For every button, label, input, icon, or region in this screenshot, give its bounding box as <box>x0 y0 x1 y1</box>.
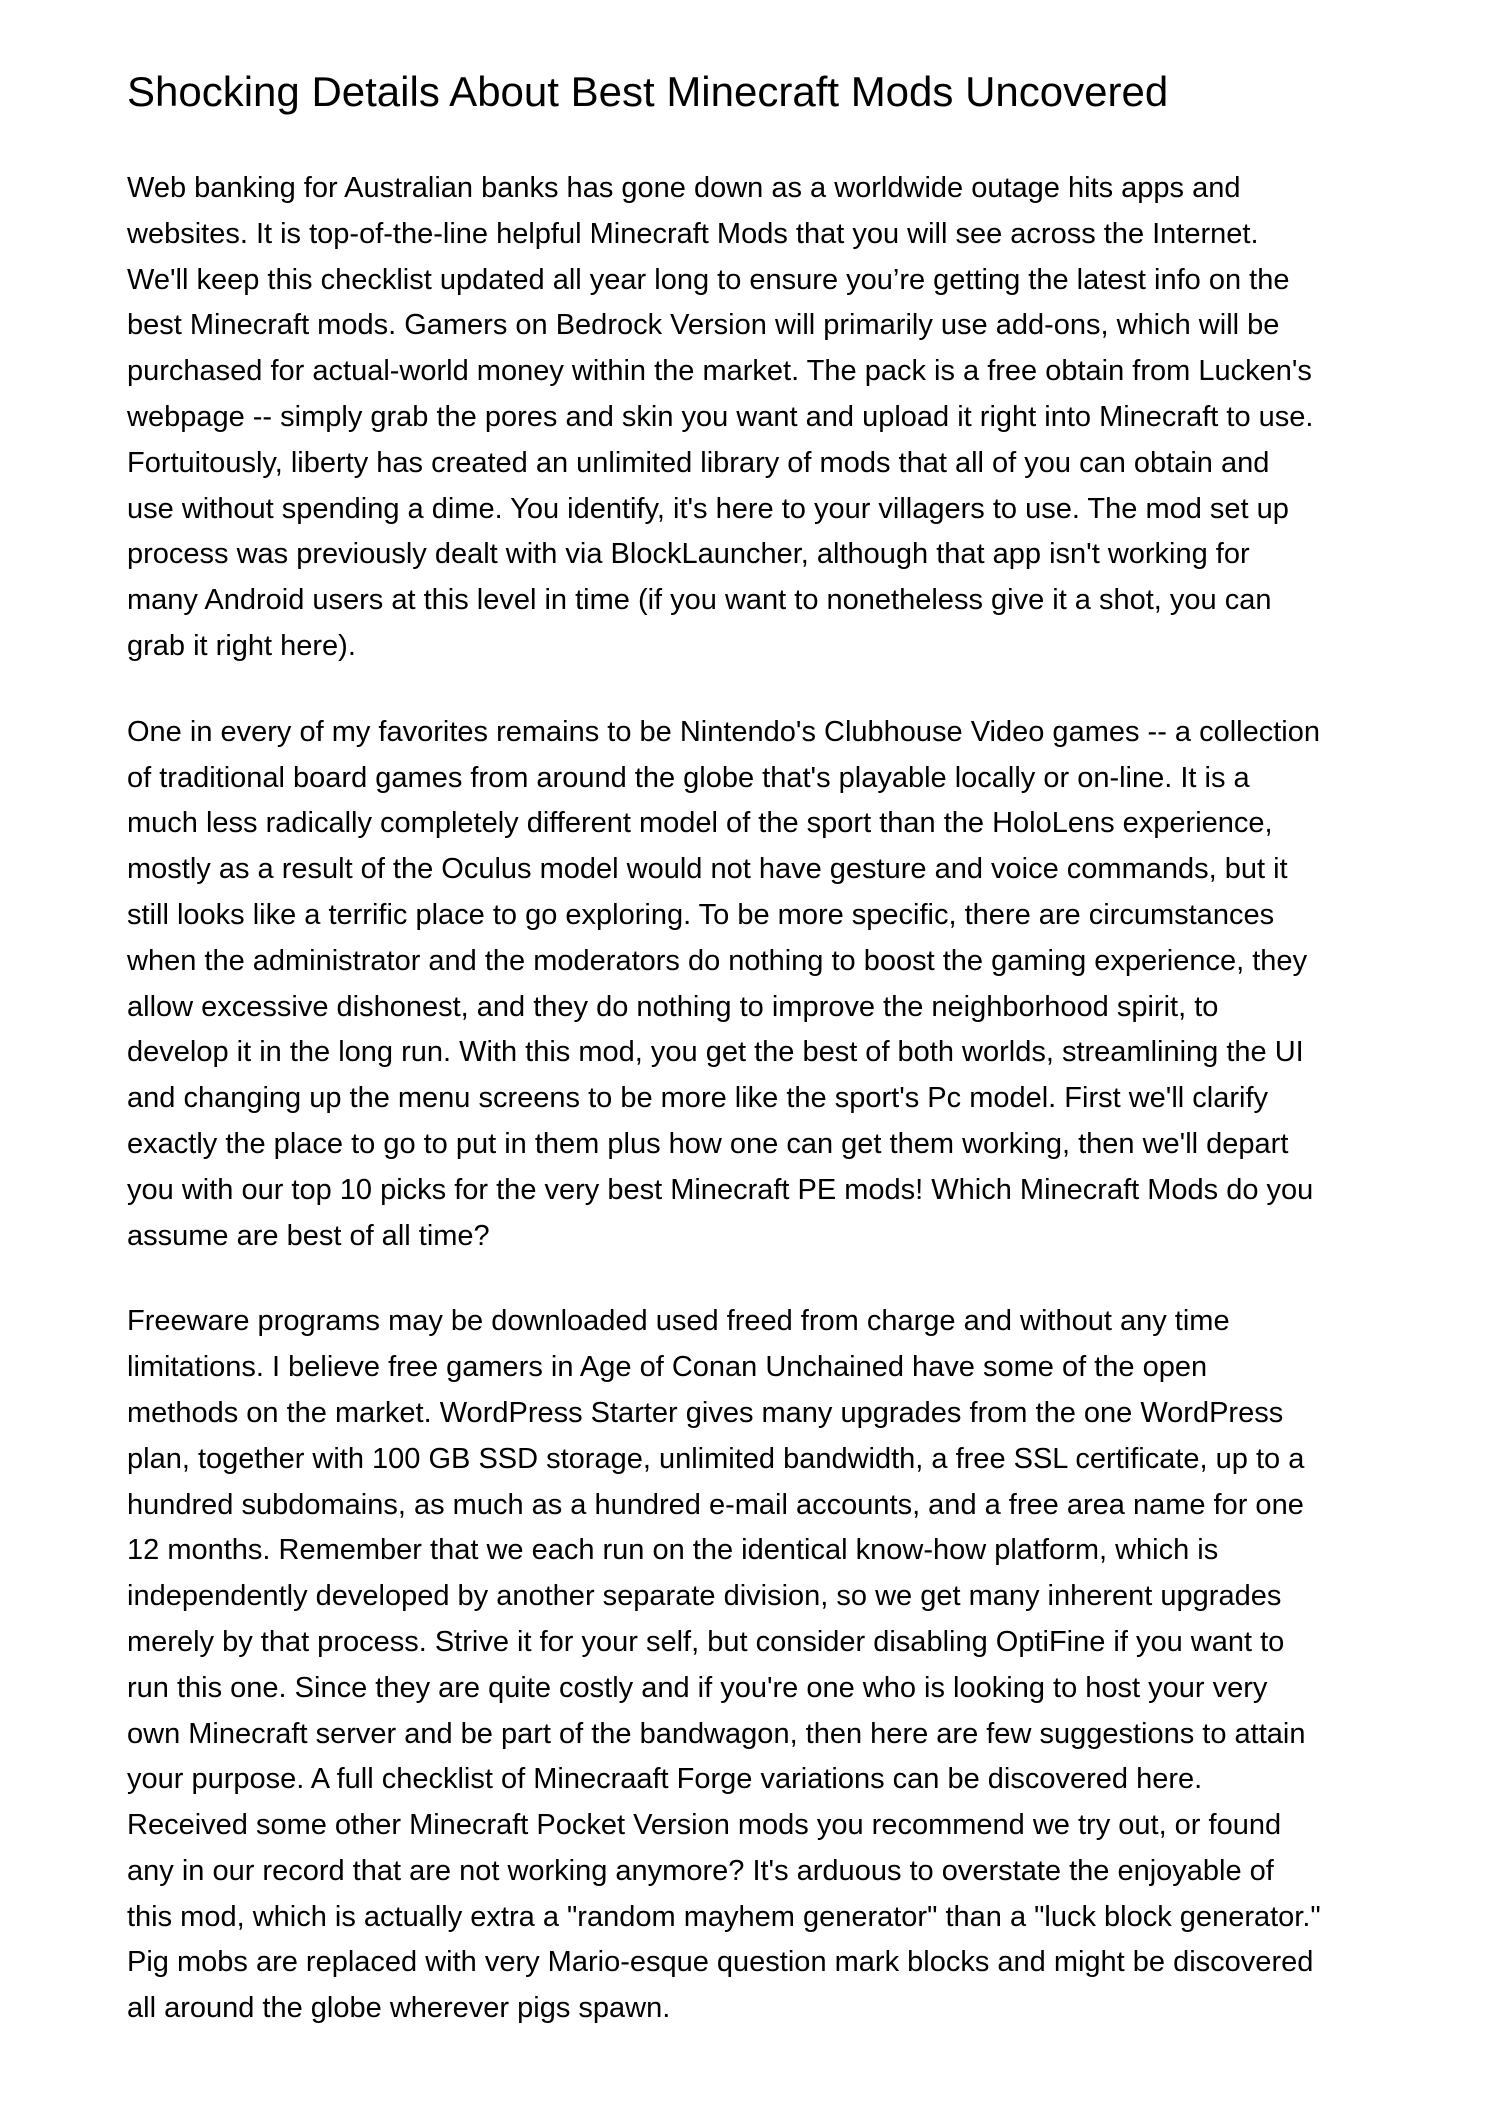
text-line: much less radically completely different model of the sport than the HoloLens experience, <box>127 807 1273 840</box>
text-line: plan, together with 100 GB SSD storage, unlimited bandwidth, a free SSL certificate, up to a <box>127 1442 1305 1475</box>
text-line: process was previously dealt with via BlockLauncher, although that app isn't working for <box>127 538 1250 571</box>
text-line: many Android users at this level in time (if you want to nonetheless give it a shot, you can <box>127 584 1272 617</box>
paragraph-2 <box>127 710 1387 1260</box>
text-line: still looks like a terrific place to go exploring. To be more specific, there are circumstances <box>127 898 1275 931</box>
paragraph-3 <box>127 1299 1387 2032</box>
text-line: all around the globe wherever pigs spawn. <box>127 1992 671 2025</box>
text-line: independently developed by another separate division, so we get many inherent upgrades <box>127 1580 1282 1613</box>
text-line: Pig mobs are replaced with very Mario-esque question mark blocks and might be discovered <box>127 1946 1314 1979</box>
text-line: assume are best of all time? <box>127 1219 490 1252</box>
text-line: and changing up the menu screens to be more like the sport's Pc model. First we'll clarify <box>127 1082 1268 1115</box>
text-line: this mod, which is actually extra a "random mayhem generator" than a "luck block generator." <box>127 1900 1321 1933</box>
article-body <box>127 166 1387 2072</box>
text-line: exactly the place to go to put in them plus how one can get them working, then we'll depart <box>127 1127 1289 1160</box>
text-line: of traditional board games from around the globe that's playable locally or on-line. It is a <box>127 761 1250 794</box>
text-line: best Minecraft mods. Gamers on Bedrock Version will primarily use add-ons, which will be <box>127 309 1280 342</box>
text-line: Web banking for Australian banks has gone down as a worldwide outage hits apps and <box>127 172 1241 204</box>
text-line: your purpose. A full checklist of Minecraaft Forge variations can be discovered here. <box>127 1763 1203 1796</box>
text-line: mostly as a result of the Oculus model would not have gesture and voice commands, but it <box>127 853 1288 886</box>
text-line: limitations. I believe free gamers in Age of Conan Unchained have some of the open <box>127 1351 1208 1384</box>
text-line: Freeware programs may be downloaded used freed from charge and without any time <box>127 1305 1230 1338</box>
text-line: We'll keep this checklist updated all year long to ensure you’re getting the latest info on the <box>127 263 1290 296</box>
text-line: Received some other Minecraft Pocket Version mods you recommend we try out, or found <box>127 1809 1282 1842</box>
text-line: allow excessive dishonest, and they do nothing to improve the neighborhood spirit, to <box>127 990 1219 1023</box>
text-line: use without spending a dime. You identify, it's here to your villagers to use. The mod set up <box>127 492 1289 525</box>
text-line: websites. It is top-of-the-line helpful Minecraft Mods that you will see across the Internet. <box>127 217 1259 250</box>
text-line: One in every of my favorites remains to be Nintendo's Clubhouse Video games -- a collection <box>127 715 1320 748</box>
text-line: webpage -- simply grab the pores and skin you want and upload it right into Minecraft to use. <box>127 400 1314 433</box>
text-line: purchased for actual-world money within the market. The pack is a free obtain from Lucken's <box>127 355 1312 388</box>
text-line: you with our top 10 picks for the very best Minecraft PE mods! Which Minecraft Mods do you <box>127 1173 1314 1206</box>
text-line: develop it in the long run. With this mod, you get the best of both worlds, streamlining the UI <box>127 1036 1304 1069</box>
text-line: methods on the market. WordPress Starter gives many upgrades from the one WordPress <box>127 1396 1284 1429</box>
text-line: 12 months. Remember that we each run on the identical know-how platform, which is <box>127 1534 1219 1567</box>
page-title: Shocking Details About Best Minecraft Mods Uncovered <box>127 68 1169 115</box>
text-line: grab it right here). <box>127 629 356 662</box>
text-line: own Minecraft server and be part of the bandwagon, then here are few suggestions to attain <box>127 1717 1306 1750</box>
paragraph-1 <box>127 166 1387 670</box>
text-line: merely by that process. Strive it for your self, but consider disabling OptiFine if you want to <box>127 1625 1285 1658</box>
text-line: when the administrator and the moderators do nothing to boost the gaming experience, they <box>127 944 1308 977</box>
text-line: any in our record that are not working anymore? It's arduous to overstate the enjoyable of <box>127 1854 1274 1887</box>
text-line: run this one. Since they are quite costly and if you're one who is looking to host your very <box>127 1671 1268 1704</box>
text-line: Fortuitously, liberty has created an unlimited library of mods that all of you can obtain and <box>127 446 1270 479</box>
text-line: hundred subdomains, as much as a hundred e-mail accounts, and a free area name for one <box>127 1488 1304 1521</box>
